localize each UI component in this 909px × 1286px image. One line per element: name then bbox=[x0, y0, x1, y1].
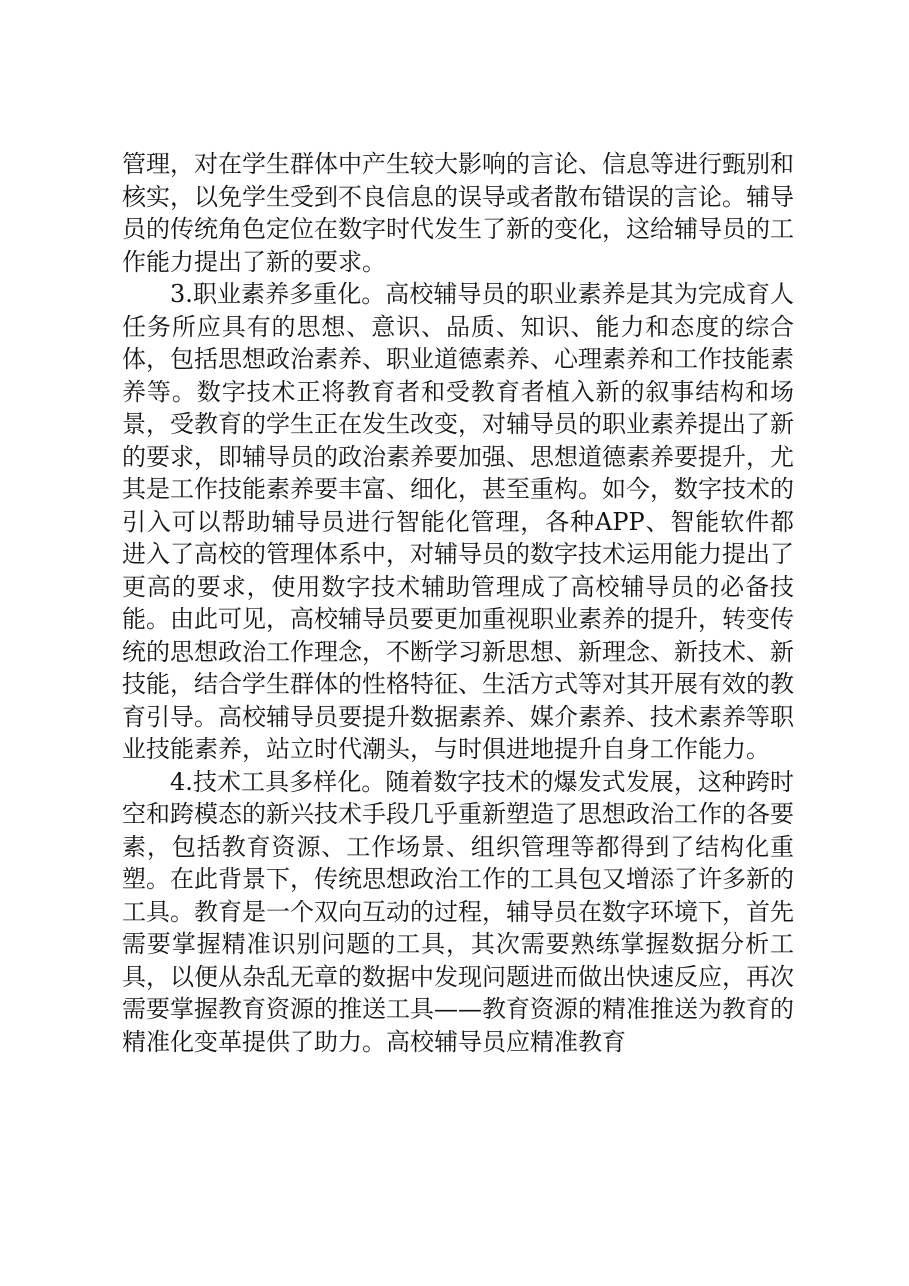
paragraph-continued: 管理，对在学生群体中产生较大影响的言论、信息等进行甄别和核实，以免学生受到不良信息的误导或者散布错误的言论。辅导员的传统角色定位在数字时代发生了新的变化，这给辅导员的工作能力提出了新的要求。 bbox=[122, 150, 794, 276]
paragraph-professional-literacy: 3.职业素养多重化。高校辅导员的职业素养是其为完成育人任务所应具有的思想、意识、品质、知识、能力和态度的综合体，包括思想政治素养、职业道德素养、心理素养和工作技能素养等。数字技术正将教育者和受教育者植入新的叙事结构和场景，受教育的学生正在发生改变，对辅导员的职业素养提出了新的要求，即辅导员的政治素养要加强、思想道德素养要提升，尤其是工作技能素养要丰富、细化，甚至重构。如今，数字技术的引入可以帮助辅导员进行智能化管理，各种APP、智能软件都进入了高校的管理体系中，对辅导员的数字技术运用能力提出了更高的要求，使用数字技术辅助管理成了高校辅导员的必备技能。由此可见，高校辅导员要更加重视职业素养的提升，转变传统的思想政治工作理念，不断学习新思想、新理念、新技术、新技能，结合学生群体的性格特征、生活方式等对其开展有效的教育引导。高校辅导员要提升数据素养、媒介素养、技术素养等职业技能素养，站立时代潮头，与时俱进地提升自身工作能力。 bbox=[122, 280, 794, 763]
document-body bbox=[122, 148, 794, 1058]
paragraph-technical-tools: 4.技术工具多样化。随着数字技术的爆发式发展，这种跨时空和跨模态的新兴技术手段几乎重新塑造了思想政治工作的各要素，包括教育资源、工作场景、组织管理等都得到了结构化重塑。在此背景下，传统思想政治工作的工具包又增添了许多新的工具。教育是一个双向互动的过程，辅导员在数字环境下，首先需要掌握精准识别问题的工具，其次需要熟练掌握数据分析工具，以便从杂乱无章的数据中发现问题进而做出快速反应，再次需要掌握教育资源的推送工具——教育资源的精准推送为教育的精准化变革提供了助力。高校辅导员应精准教育 bbox=[122, 767, 794, 1056]
